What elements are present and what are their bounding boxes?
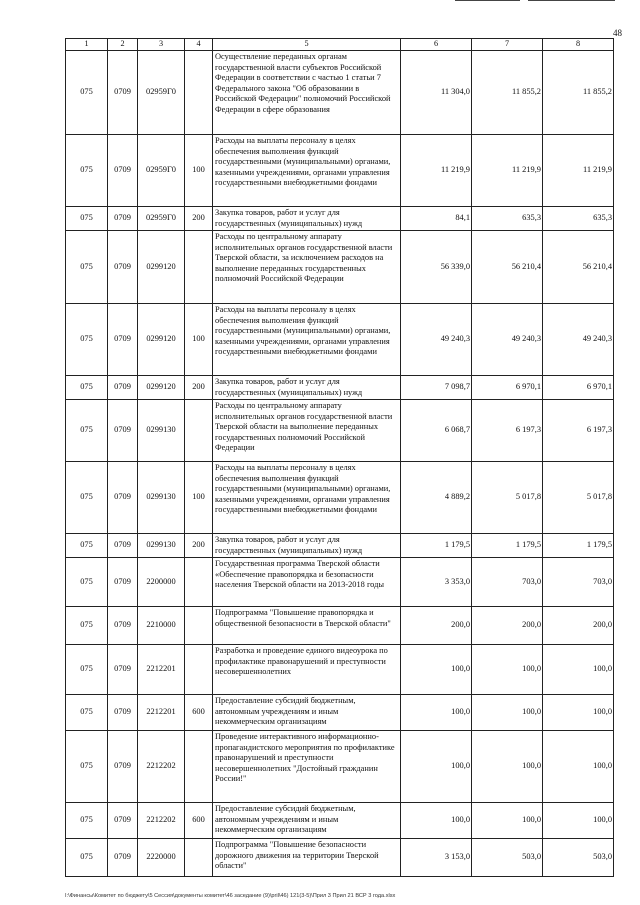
cell-code-3: 0299120 [138,376,185,400]
cell-value-8: 100,0 [543,803,614,839]
cell-value-7: 11 855,2 [472,51,543,135]
cell-code-2: 0709 [108,376,138,400]
cell-value-6: 1 179,5 [401,534,472,558]
cell-value-8: 100,0 [543,731,614,803]
cell-code-2: 0709 [108,731,138,803]
table-row [66,304,614,376]
cell-code-3: 02959Г0 [138,51,185,135]
cell-code-2: 0709 [108,51,138,135]
table-row [66,839,614,877]
cell-code-2: 0709 [108,462,138,534]
cell-description: Закупка товаров, работ и услуг для государственных (муниципальных) нужд [213,207,401,231]
cell-code-1: 075 [66,231,108,304]
cell-code-1: 075 [66,803,108,839]
cell-code-1: 075 [66,400,108,462]
cell-description: Расходы на выплаты персоналу в целях обеспечения выполнения функций государственными (муниципальными) органами, казенными учреждениями, органами управления государственными внебюджетными фондами [213,304,401,376]
cell-code-4 [185,400,213,462]
cell-code-1: 075 [66,376,108,400]
cell-code-2: 0709 [108,207,138,231]
cell-value-6: 200,0 [401,607,472,645]
cell-value-8: 703,0 [543,558,614,607]
cell-value-8: 56 210,4 [543,231,614,304]
cell-code-1: 075 [66,534,108,558]
cell-description: Расходы на выплаты персоналу в целях обеспечения выполнения функций государственными (муниципальными) органами, казенными учреждениями, органами управления государственными внебюджетными фондами [213,462,401,534]
table-row [66,731,614,803]
table-row [66,645,614,695]
cell-code-1: 075 [66,839,108,877]
cell-code-4: 100 [185,304,213,376]
cell-description: Закупка товаров, работ и услуг для государственных (муниципальных) нужд [213,534,401,558]
cell-value-8: 11 219,9 [543,135,614,207]
cell-value-8: 635,3 [543,207,614,231]
cell-description: Расходы по центральному аппарату исполнительных органов государственной власти Тверской области на выполнение переданных государственных полномочий Российской Федерации [213,400,401,462]
cell-code-4 [185,645,213,695]
cell-value-8: 200,0 [543,607,614,645]
cell-value-8: 49 240,3 [543,304,614,376]
cell-code-4: 200 [185,207,213,231]
cell-value-7: 56 210,4 [472,231,543,304]
cell-value-6: 11 304,0 [401,51,472,135]
cell-description: Закупка товаров, работ и услуг для государственных (муниципальных) нужд [213,376,401,400]
cell-value-6: 56 339,0 [401,231,472,304]
cell-code-1: 075 [66,207,108,231]
cell-value-7: 6 197,3 [472,400,543,462]
cell-value-6: 84,1 [401,207,472,231]
cell-code-1: 075 [66,462,108,534]
cell-description: Расходы на выплаты персоналу в целях обеспечения выполнения функций государственными (муниципальными) органами, казенными учреждениями, органами управления государственными внебюджетными фондами [213,135,401,207]
cell-value-7: 503,0 [472,839,543,877]
cell-description: Предоставление субсидий бюджетным, автономным учреждениям и иным некоммерческим организациям [213,803,401,839]
cell-code-1: 075 [66,645,108,695]
cell-code-2: 0709 [108,839,138,877]
cell-code-4 [185,231,213,304]
cell-value-8: 1 179,5 [543,534,614,558]
cell-code-1: 075 [66,558,108,607]
column-header: 4 [185,39,213,51]
cell-value-7: 200,0 [472,607,543,645]
cell-code-3: 02959Г0 [138,135,185,207]
cell-code-2: 0709 [108,803,138,839]
cell-code-3: 2212202 [138,731,185,803]
cell-description: Подпрограмма "Повышение безопасности дорожного движения на территории Тверской области" [213,839,401,877]
cell-code-4 [185,839,213,877]
file-path-footer: I:\Финансы\Комитет по бюджету\5 Сессия\документы комитет\46 заседание (9)\pril\46) 121(3-5)\Прил 3 Прил 21 ВСР 3 года.xlsx [65,893,396,899]
cell-code-3: 2200000 [138,558,185,607]
cell-code-1: 075 [66,135,108,207]
cell-code-3: 0299130 [138,400,185,462]
cell-value-7: 100,0 [472,803,543,839]
cell-code-4: 600 [185,695,213,731]
cell-code-2: 0709 [108,645,138,695]
cell-code-4: 100 [185,135,213,207]
cell-value-6: 3 353,0 [401,558,472,607]
column-header: 2 [108,39,138,51]
cell-value-8: 11 855,2 [543,51,614,135]
cell-code-1: 075 [66,607,108,645]
table-row [66,376,614,400]
top-edge-gap [520,0,528,3]
cell-code-3: 2210000 [138,607,185,645]
cell-code-4: 600 [185,803,213,839]
cell-code-2: 0709 [108,558,138,607]
table-row [66,51,614,135]
cell-code-2: 0709 [108,304,138,376]
cell-code-3: 0299120 [138,304,185,376]
cell-code-3: 0299130 [138,534,185,558]
cell-value-6: 3 153,0 [401,839,472,877]
column-header: 1 [66,39,108,51]
cell-code-3: 2220000 [138,839,185,877]
cell-value-6: 49 240,3 [401,304,472,376]
cell-code-4: 200 [185,534,213,558]
cell-value-6: 4 889,2 [401,462,472,534]
cell-value-7: 635,3 [472,207,543,231]
column-header: 8 [543,39,614,51]
cell-code-2: 0709 [108,231,138,304]
table-row [66,803,614,839]
table-row [66,607,614,645]
cell-description: Разработка и проведение единого видеоурока по профилактике правонарушений и преступности несовершеннолетних [213,645,401,695]
cell-code-2: 0709 [108,534,138,558]
table-row [66,231,614,304]
cell-code-1: 075 [66,731,108,803]
cell-value-8: 6 197,3 [543,400,614,462]
cell-code-3: 2212201 [138,645,185,695]
cell-value-7: 100,0 [472,731,543,803]
cell-value-6: 100,0 [401,731,472,803]
table-row [66,695,614,731]
cell-value-6: 100,0 [401,695,472,731]
cell-value-6: 100,0 [401,803,472,839]
cell-code-4 [185,731,213,803]
cell-code-4 [185,51,213,135]
cell-value-8: 5 017,8 [543,462,614,534]
table-row [66,207,614,231]
budget-table [65,38,614,877]
cell-code-4 [185,607,213,645]
cell-value-7: 1 179,5 [472,534,543,558]
cell-value-6: 11 219,9 [401,135,472,207]
cell-value-6: 6 068,7 [401,400,472,462]
cell-code-1: 075 [66,695,108,731]
cell-value-8: 6 970,1 [543,376,614,400]
cell-description: Осуществление переданных органам государственной власти субъектов Российской Федерации в соответствии с частью 1 статьи 7 Федерального закона "Об образовании в Российской Федерации" полномочий Российской Федерации в сфере образования [213,51,401,135]
cell-code-2: 0709 [108,695,138,731]
cell-description: Подпрограмма "Повышение правопорядка и общественной безопасности в Тверской области" [213,607,401,645]
cell-code-4: 100 [185,462,213,534]
cell-value-7: 703,0 [472,558,543,607]
page-number: 48 [613,28,622,38]
cell-value-7: 100,0 [472,645,543,695]
cell-value-7: 11 219,9 [472,135,543,207]
table-row [66,534,614,558]
cell-value-6: 7 098,7 [401,376,472,400]
top-edge-line [455,0,615,4]
table-row [66,400,614,462]
table-row [66,135,614,207]
cell-value-7: 6 970,1 [472,376,543,400]
cell-value-8: 100,0 [543,645,614,695]
cell-code-2: 0709 [108,135,138,207]
cell-code-3: 0299130 [138,462,185,534]
column-header: 3 [138,39,185,51]
cell-code-1: 075 [66,51,108,135]
cell-value-8: 503,0 [543,839,614,877]
cell-code-3: 2212202 [138,803,185,839]
table-row [66,462,614,534]
cell-code-1: 075 [66,304,108,376]
cell-value-7: 49 240,3 [472,304,543,376]
cell-code-3: 02959Г0 [138,207,185,231]
cell-code-2: 0709 [108,400,138,462]
table-header-row [66,39,614,51]
cell-code-4: 200 [185,376,213,400]
cell-description: Расходы по центральному аппарату исполнительных органов государственной власти Тверской области, за исключением расходов на выполнение переданных государственных полномочий Российской Федерации [213,231,401,304]
cell-code-4 [185,558,213,607]
cell-description: Государственная программа Тверской области «Обеспечение правопорядка и безопасности населения Тверской области на 2013-2018 годы [213,558,401,607]
cell-value-6: 100,0 [401,645,472,695]
cell-code-3: 0299120 [138,231,185,304]
cell-description: Предоставление субсидий бюджетным, автономным учреждениям и иным некоммерческим организациям [213,695,401,731]
cell-value-7: 100,0 [472,695,543,731]
cell-value-7: 5 017,8 [472,462,543,534]
column-header: 7 [472,39,543,51]
column-header: 6 [401,39,472,51]
cell-code-2: 0709 [108,607,138,645]
cell-value-8: 100,0 [543,695,614,731]
cell-description: Проведение интерактивного информационно-пропагандистского мероприятия по профилактике правонарушений и преступности несовершеннолетних "Достойный гражданин России!" [213,731,401,803]
table-row [66,558,614,607]
column-header: 5 [213,39,401,51]
cell-code-3: 2212201 [138,695,185,731]
